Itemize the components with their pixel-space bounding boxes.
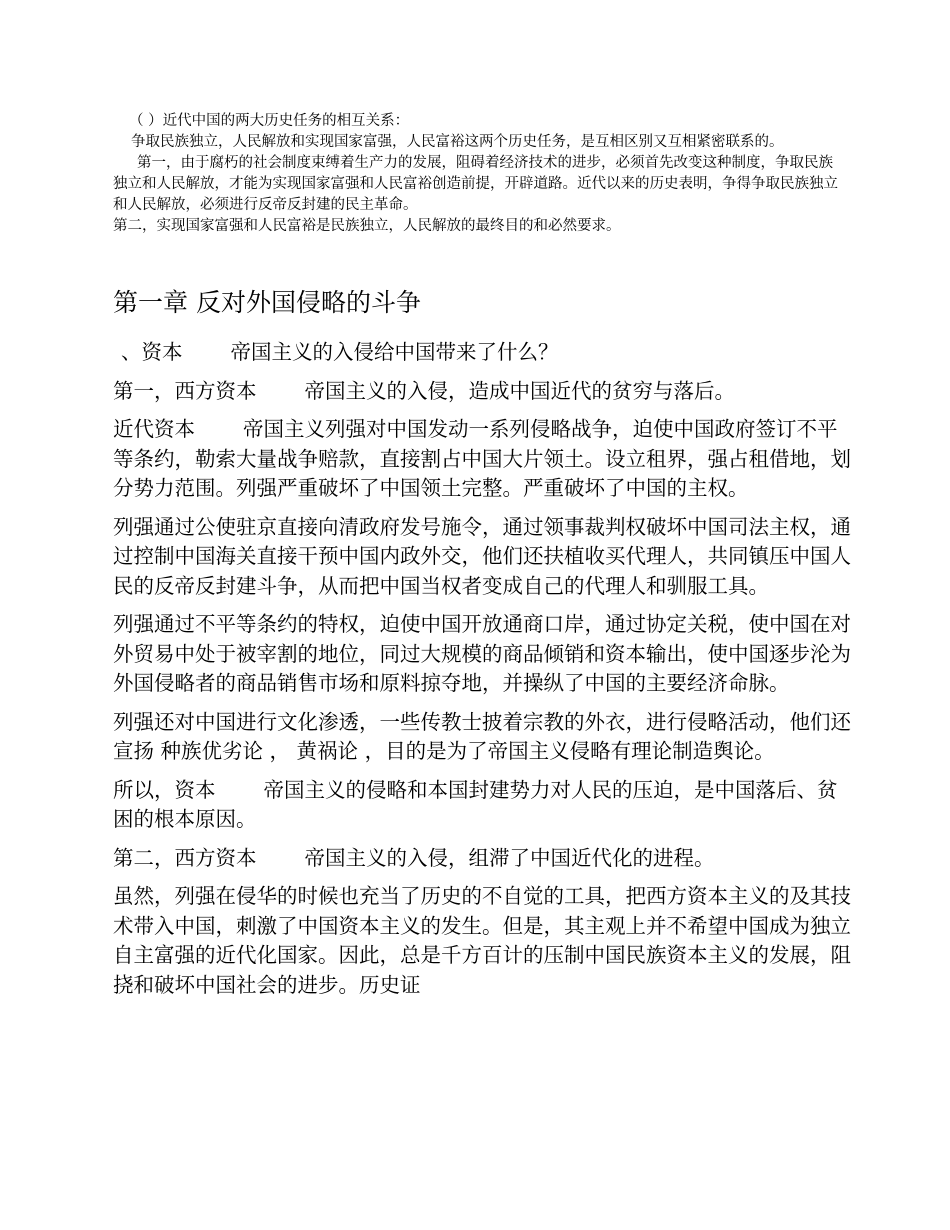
body-paragraph-6: 虽然，列强在侵华的时候也充当了历史的不自觉的工具，把西方资本主义的及其技术带入中国，刺激了中国资本主义的发生。但是，其主观上并不希望中国成为独立自主富强的近代化国家。因此，总是千方百计的压制中国民族资本主义的发展，阻挠和破坏中国社会的进步。历史证 (113, 884, 851, 997)
body-paragraph-1-end: 帝国主义列强对中国发动一系列侵略战争，迫使中国政府签订不平等条约，勒索大量战争赔款，直接割占中国大片领土。设立租界，强占租借地，划分势力范围。列强严重破坏了中国领土完整。严重破坏了中国的主权。 (113, 417, 851, 500)
chapter-title: 第一章 反对外国侵略的斗争 (113, 288, 421, 317)
section-question (113, 338, 853, 368)
body-paragraph-5-start: 所以，资本 (113, 777, 216, 802)
body-paragraph-4: 列强还对中国进行文化渗透，一些传教士披着宗教的外衣，进行侵略活动，他们还宣扬 种族优劣论 ， 黄祸论 ，目的是为了帝国主义侵略有理论制造舆论。 (113, 709, 851, 763)
body-paragraph-1 (113, 415, 853, 504)
point-second-end: 帝国主义的入侵，组滞了中国近代化的进程。 (304, 845, 715, 870)
intro-section (113, 111, 838, 237)
intro-paragraph-2: 第一，由于腐朽的社会制度束缚着生产力的发展，阻碍着经济技术的进步，必须首先改变这种制度，争取民族独立和人民解放，才能为实现国家富强和人民富裕创造前提，开辟道路。近代以来的历史表明，争得争取民族独立和人民解放，必须进行反帝反封建的民主革命。 (113, 155, 838, 213)
section-question-start: 、资本 (121, 340, 183, 364)
intro-paragraph-3: 第二，实现国家富强和人民富裕是民族独立，人民解放的最终目的和必然要求。 (113, 218, 621, 234)
body-paragraph-1-start: 近代资本 (113, 417, 195, 441)
point-first (113, 377, 853, 407)
point-first-end: 帝国主义的入侵，造成中国近代的贫穷与落后。 (304, 378, 735, 403)
point-second (113, 844, 853, 874)
point-first-start: 第一，西方资本 (113, 378, 257, 403)
body-paragraph-5-end: 帝国主义的侵略和本国封建势力对人民的压迫，是中国落后、贫困的根本原因。 (113, 777, 838, 831)
section-question-end: 帝国主义的入侵给中国带来了什么？ (230, 340, 559, 364)
body-paragraph-5 (113, 776, 853, 835)
chapter-body (113, 338, 853, 1009)
body-paragraph-3: 列强通过不平等条约的特权，迫使中国开放通商口岸，通过协定关税，使中国在对外贸易中处于被宰割的地位，同过大规模的商品倾销和资本输出，使中国逐步沦为外国侵略者的商品销售市场和原料掠夺地，并操纵了中国的主要经济命脉。 (113, 612, 851, 695)
intro-heading: （ ）近代中国的两大历史任务的相互关系： (129, 113, 410, 129)
point-second-start: 第二，西方资本 (113, 845, 257, 870)
intro-paragraph-1: 争取民族独立，人民解放和实现国家富强，人民富裕这两个历史任务，是互相区别又互相紧密联系的。 (131, 134, 784, 150)
body-paragraph-2: 列强通过公使驻京直接向清政府发号施令，通过领事裁判权破坏中国司法主权，通过控制中国海关直接干预中国内政外交，他们还扶植收买代理人，共同镇压中国人民的反帝反封建斗争，从而把中国当权者变成自己的代理人和驯服工具。 (113, 514, 851, 598)
